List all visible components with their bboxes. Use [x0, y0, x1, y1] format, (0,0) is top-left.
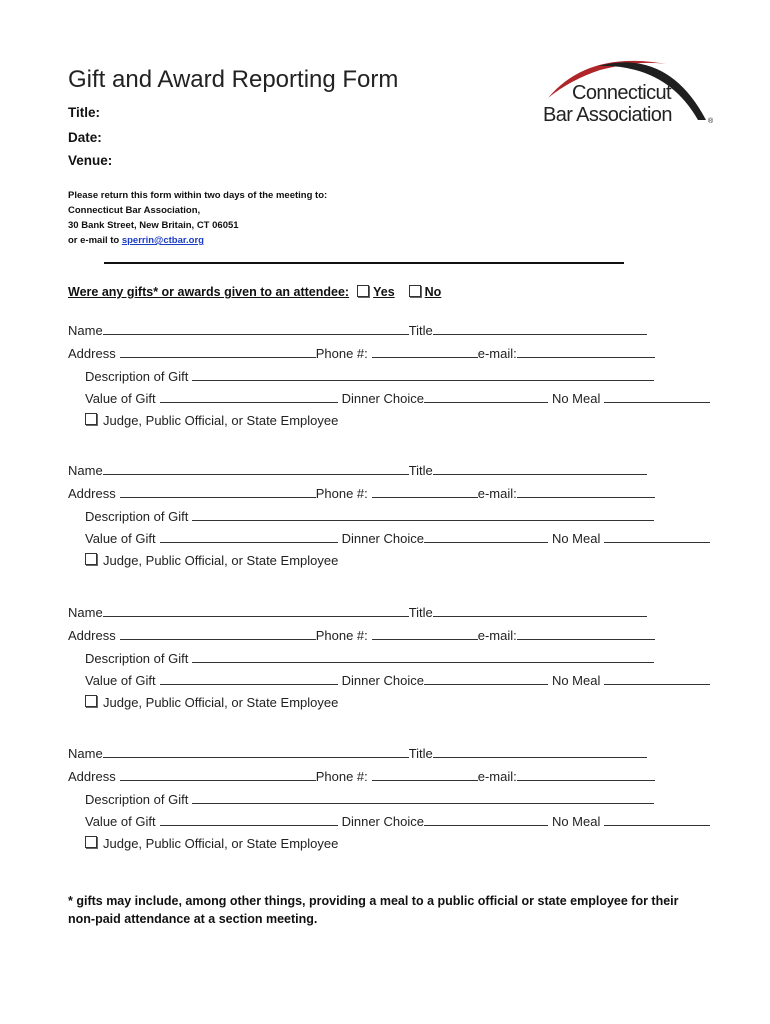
description-label: Description of Gift [85, 509, 189, 524]
judge-label: Judge, Public Official, or State Employee [103, 836, 339, 851]
description-row [85, 650, 654, 666]
judge-checkbox[interactable] [85, 553, 97, 565]
value-field[interactable] [160, 390, 338, 403]
name-label: Name [68, 746, 103, 761]
instructions-line-4 [68, 233, 327, 248]
address-label: Address [68, 346, 116, 361]
gift-question [68, 285, 441, 299]
email-label: e-mail: [477, 628, 517, 643]
no-meal-field[interactable] [604, 530, 710, 543]
section-divider [104, 262, 624, 264]
meta-venue-label: Venue: [68, 153, 113, 168]
phone-label: Phone #: [315, 628, 368, 643]
judge-label: Judge, Public Official, or State Employee [103, 413, 339, 428]
no-label: No [424, 285, 442, 299]
description-field[interactable] [192, 508, 654, 521]
judge-label: Judge, Public Official, or State Employee [103, 553, 339, 568]
title-label: Title [408, 746, 433, 761]
description-row [85, 508, 654, 524]
phone-label: Phone #: [315, 769, 368, 784]
value-dinner-row [85, 813, 710, 829]
title-label: Title [408, 323, 433, 338]
address-label: Address [68, 628, 116, 643]
no-meal-label: No Meal [551, 391, 601, 406]
value-dinner-row [85, 672, 710, 688]
phone-field[interactable] [372, 485, 478, 498]
address-row [68, 345, 655, 361]
description-field[interactable] [192, 791, 654, 804]
name-title-row [68, 462, 647, 478]
name-title-row [68, 745, 647, 761]
description-label: Description of Gift [85, 651, 189, 666]
dinner-choice-label: Dinner Choice [341, 531, 424, 546]
title-field[interactable] [433, 322, 647, 335]
attendee-entry-2 [0, 462, 770, 572]
logo-line-1: Connecticut [572, 82, 672, 104]
title-field[interactable] [433, 462, 647, 475]
dinner-choice-field[interactable] [424, 530, 548, 543]
email-label: e-mail: [477, 769, 517, 784]
value-field[interactable] [160, 813, 338, 826]
return-instructions [68, 188, 327, 248]
judge-label: Judge, Public Official, or State Employee [103, 695, 339, 710]
meta-date-label: Date: [68, 130, 102, 145]
title-label: Title [408, 605, 433, 620]
cba-logo [538, 54, 718, 130]
description-row [85, 368, 654, 384]
title-label: Title [408, 463, 433, 478]
value-label: Value of Gift [85, 814, 156, 829]
judge-row [85, 413, 338, 428]
name-label: Name [68, 323, 103, 338]
email-field[interactable] [517, 768, 655, 781]
address-field[interactable] [120, 345, 316, 358]
value-label: Value of Gift [85, 673, 156, 688]
description-label: Description of Gift [85, 369, 189, 384]
judge-row [85, 553, 338, 568]
no-meal-field[interactable] [604, 672, 710, 685]
address-label: Address [68, 769, 116, 784]
yes-label: Yes [373, 285, 395, 299]
name-field[interactable] [103, 322, 409, 335]
address-label: Address [68, 486, 116, 501]
no-meal-field[interactable] [604, 813, 710, 826]
no-meal-label: No Meal [551, 814, 601, 829]
name-field[interactable] [103, 604, 409, 617]
title-field[interactable] [433, 745, 647, 758]
description-label: Description of Gift [85, 792, 189, 807]
address-field[interactable] [120, 627, 316, 640]
name-title-row [68, 604, 647, 620]
attendee-entry-3 [0, 604, 770, 714]
value-field[interactable] [160, 530, 338, 543]
dinner-choice-field[interactable] [424, 390, 548, 403]
address-row [68, 627, 655, 643]
phone-field[interactable] [372, 627, 478, 640]
dinner-choice-label: Dinner Choice [341, 673, 424, 688]
footnote: * gifts may include, among other things, providing a meal to a public official or state employee for their non-paid attendance at a section meeting. [68, 894, 679, 926]
phone-field[interactable] [372, 345, 478, 358]
gift-question-text: Were any gifts* or awards given to an attendee: [68, 285, 350, 299]
phone-field[interactable] [372, 768, 478, 781]
instructions-line-1: Please return this form within two days of the meeting to: [68, 190, 328, 201]
judge-row [85, 695, 338, 710]
dinner-choice-field[interactable] [424, 672, 548, 685]
address-field[interactable] [120, 768, 316, 781]
name-label: Name [68, 463, 103, 478]
value-label: Value of Gift [85, 391, 156, 406]
description-field[interactable] [192, 368, 654, 381]
email-field[interactable] [517, 485, 655, 498]
dinner-choice-field[interactable] [424, 813, 548, 826]
dinner-choice-label: Dinner Choice [341, 391, 424, 406]
attendee-entry-1 [0, 322, 770, 432]
no-checkbox[interactable] [409, 285, 421, 297]
no-meal-field[interactable] [604, 390, 710, 403]
logo-registered-mark: ® [708, 118, 714, 125]
meta-title-label: Title: [68, 105, 101, 120]
yes-checkbox[interactable] [357, 285, 369, 297]
attendee-entry-4 [0, 745, 770, 855]
no-meal-label: No Meal [551, 531, 601, 546]
phone-label: Phone #: [315, 486, 368, 501]
value-dinner-row [85, 390, 710, 406]
value-dinner-row [85, 530, 710, 546]
address-row [68, 768, 655, 784]
judge-checkbox[interactable] [85, 695, 97, 707]
instructions-line-2: Connecticut Bar Association, [68, 205, 201, 216]
email-field[interactable] [517, 627, 655, 640]
judge-row [85, 836, 338, 851]
description-field[interactable] [192, 650, 654, 663]
no-meal-label: No Meal [551, 673, 601, 688]
title-field[interactable] [433, 604, 647, 617]
name-label: Name [68, 605, 103, 620]
value-label: Value of Gift [85, 531, 156, 546]
email-link[interactable]: sperrin@ctbar.org [121, 235, 204, 246]
name-title-row [68, 322, 647, 338]
judge-checkbox[interactable] [85, 836, 97, 848]
email-label: e-mail: [477, 346, 517, 361]
email-label: e-mail: [477, 486, 517, 501]
name-field[interactable] [103, 745, 409, 758]
dinner-choice-label: Dinner Choice [341, 814, 424, 829]
instructions-line-3: 30 Bank Street, New Britain, CT 06051 [68, 220, 239, 231]
address-row [68, 485, 655, 501]
value-field[interactable] [160, 672, 338, 685]
description-row [85, 791, 654, 807]
email-prefix: or e-mail to [68, 235, 122, 246]
address-field[interactable] [120, 485, 316, 498]
form-title: Gift and Award Reporting Form [68, 66, 399, 93]
name-field[interactable] [103, 462, 409, 475]
phone-label: Phone #: [315, 346, 368, 361]
logo-line-2: Bar Association [543, 104, 672, 126]
email-field[interactable] [517, 345, 655, 358]
judge-checkbox[interactable] [85, 413, 97, 425]
